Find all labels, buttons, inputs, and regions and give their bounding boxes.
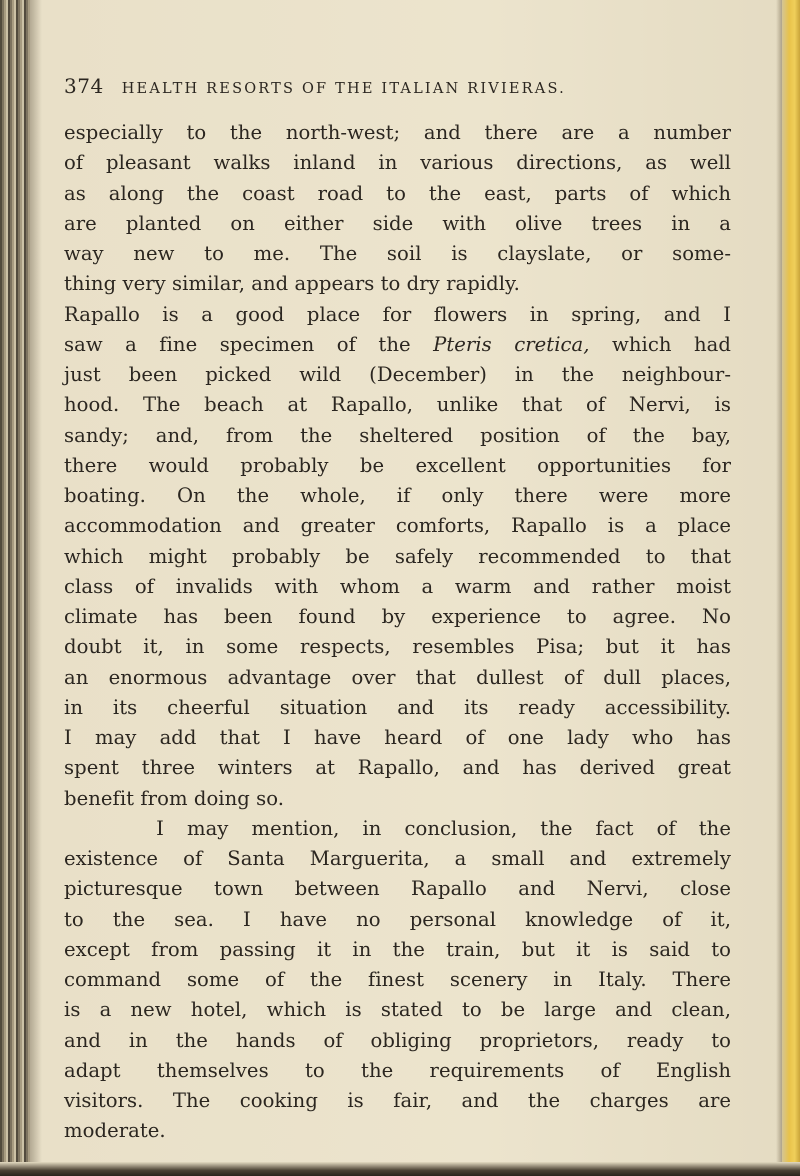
page-number: 374	[64, 74, 104, 98]
text-run: saw a fine specimen of the	[64, 332, 434, 356]
text-line: of pleasant walks inland in various directions, as well	[64, 151, 731, 175]
italic-species-name: Pteris cretica,	[433, 332, 590, 356]
text-line: picturesque town between Rapallo and Nervi, close	[64, 877, 731, 901]
text-line: thing very similar, and appears to dry rapidly.	[64, 272, 520, 296]
body-text	[64, 118, 731, 1147]
text-line: which might probably be safely recommended to that	[64, 544, 731, 568]
text-line: Rapallo is a good place for flowers in spring, and I	[64, 302, 731, 326]
text-line: doubt it, in some respects, resembles Pisa; but it has	[64, 635, 731, 659]
text-line: especially to the north-west; and there are a number	[64, 121, 731, 144]
text-line: to the sea. I have no personal knowledge of it,	[64, 907, 731, 931]
text-line: hood. The beach at Rapallo, unlike that of Nervi, is	[64, 393, 731, 417]
text-line: adapt themselves to the requirements of English	[64, 1058, 731, 1082]
text-run: which had	[589, 332, 731, 356]
text-line: is a new hotel, which is stated to be large and clean,	[64, 998, 731, 1022]
text-line: way new to me. The soil is clayslate, or some-	[64, 242, 731, 265]
text-line: are planted on either side with olive trees in a	[64, 211, 731, 235]
text-line: sandy; and, from the sheltered position of the bay,	[64, 423, 731, 447]
text-line: boating. On the whole, if only there were more	[64, 484, 731, 507]
text-line: moderate.	[64, 1119, 166, 1143]
text-line: visitors. The cooking is fair, and the charges are	[64, 1089, 731, 1112]
running-head: HEALTH RESORTS OF THE ITALIAN RIVIERAS.	[121, 81, 566, 97]
text-line: in its cheerful situation and its ready accessibility.	[64, 695, 731, 719]
text-line: just been picked wild (December) in the neighbour-	[64, 363, 731, 386]
text-line: climate has been found by experience to agree. No	[64, 605, 731, 628]
text-line: and in the hands of obliging proprietors, ready to	[64, 1028, 731, 1052]
text-line: spent three winters at Rapallo, and has derived great	[64, 756, 731, 780]
text-line: there would probably be excellent opportunities for	[64, 453, 731, 477]
text-line: I may mention, in conclusion, the fact of the	[64, 816, 731, 840]
text-line: existence of Santa Marguerita, a small and extremely	[64, 847, 731, 870]
text-line-with-italic	[64, 330, 731, 360]
page-bottom-edge	[0, 1162, 800, 1176]
text-line: command some of the finest scenery in Italy. There	[64, 968, 731, 991]
page-header	[64, 74, 744, 104]
text-line: accommodation and greater comforts, Rapallo is a place	[64, 514, 731, 538]
text-line: as along the coast road to the east, parts of which	[64, 181, 731, 205]
text-line: except from passing it in the train, but it is said to	[64, 937, 731, 961]
text-line: benefit from doing so.	[64, 786, 285, 810]
book-binding	[0, 0, 30, 1176]
text-line: I may add that I have heard of one lady who has	[64, 726, 731, 749]
gilt-page-edge	[782, 0, 800, 1176]
text-line: class of invalids with whom a warm and rather moist	[64, 574, 731, 598]
text-line: an enormous advantage over that dullest of dull places,	[64, 665, 731, 689]
